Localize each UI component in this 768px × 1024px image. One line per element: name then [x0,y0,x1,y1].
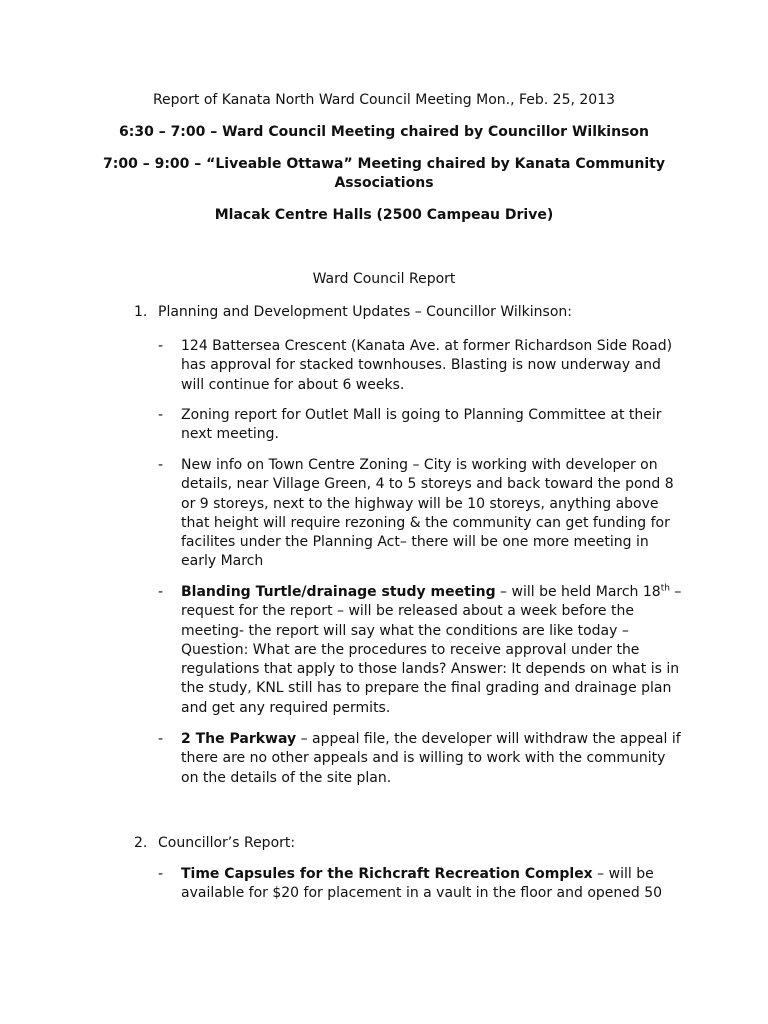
bullet-text [181,406,681,445]
text-line: on the details of the site plan. [181,769,392,786]
text-line: or 9 storeys, next to the highway will be 10 storeys, anything above [181,495,659,512]
bullet-text [181,865,681,904]
text-line: Zoning report for Outlet Mall is going to Planning Committee at their [181,407,662,423]
text-line [181,730,681,749]
item-label: Planning and Development Updates – Councillor Wilkinson: [158,304,572,320]
meeting-location: Mlacak Centre Halls (2500 Campeau Drive) [214,207,554,223]
text-line: that height will require rezoning & the community can get funding for [181,514,670,531]
text-line: New info on Town Centre Zoning – City is working with developer on [181,457,658,473]
text-line: has approval for stacked townhouses. Blasting is now underway and [181,357,661,374]
text-line: and get any required permits. [181,699,391,716]
text-run: – will be [592,866,654,882]
text-line: the study, KNL still has to prepare the final grading and drainage plan [181,680,672,697]
text-line: facilites under the Planning Act– there will be one more meeting in [181,534,649,551]
section-title: Ward Council Report [312,271,456,287]
dash-marker: - [158,457,164,473]
bullet-text [181,583,681,718]
text-run: – [669,584,682,600]
bold-heading: Blanding Turtle/drainage study meeting [181,584,496,600]
text-line: will continue for about 6 weeks. [181,376,405,393]
item-label: Councillor’s Report: [158,835,296,851]
meeting-schedule-1: 6:30 – 7:00 – Ward Council Meeting chaired by Councillor Wilkinson [119,124,649,140]
item-number: 2. [134,835,148,851]
bullet-text [181,337,681,395]
bullet-text [181,730,681,788]
text-line: meeting- the report will say what the conditions are like today – [181,622,629,639]
bold-heading: Time Capsules for the Richcraft Recreation Complex [181,866,593,882]
text-line [181,865,681,884]
text-run: – appeal file, the developer will withdraw the appeal if [296,731,681,747]
dash-marker: - [158,866,164,882]
report-title: Report of Kanata North Ward Council Meeting Mon., Feb. 25, 2013 [152,92,616,108]
meeting-schedule-2: 7:00 – 9:00 – “Liveable Ottawa” Meeting chaired by Kanata Community [103,156,665,172]
meeting-schedule-2-cont: Associations [334,175,434,191]
text-line: there are no other appeals and is willing to work with the community [181,750,666,767]
text-line: details, near Village Green, 4 to 5 storeys and back toward the pond 8 [181,476,674,493]
item-number: 1. [134,304,148,320]
bullet-text [181,456,681,572]
text-line: request for the report – will be released about a week before the [181,603,634,620]
superscript: th [660,583,670,594]
dash-marker: - [158,731,164,747]
dash-marker: - [158,584,164,600]
dash-marker: - [158,338,164,354]
text-line [181,583,681,602]
bold-heading: 2 The Parkway [181,731,297,747]
text-line: next meeting. [181,426,279,443]
text-line: regulations that apply to those lands? Answer: It depends on what is in [181,661,680,678]
text-run: – will be held March 18 [495,584,661,600]
text-line: Question: What are the procedures to receive approval under the [181,641,640,658]
text-line: early March [181,553,264,570]
text-line: available for $20 for placement in a vault in the floor and opened 50 [181,885,663,902]
text-line: 124 Battersea Crescent (Kanata Ave. at former Richardson Side Road) [181,338,673,354]
dash-marker: - [158,407,164,423]
